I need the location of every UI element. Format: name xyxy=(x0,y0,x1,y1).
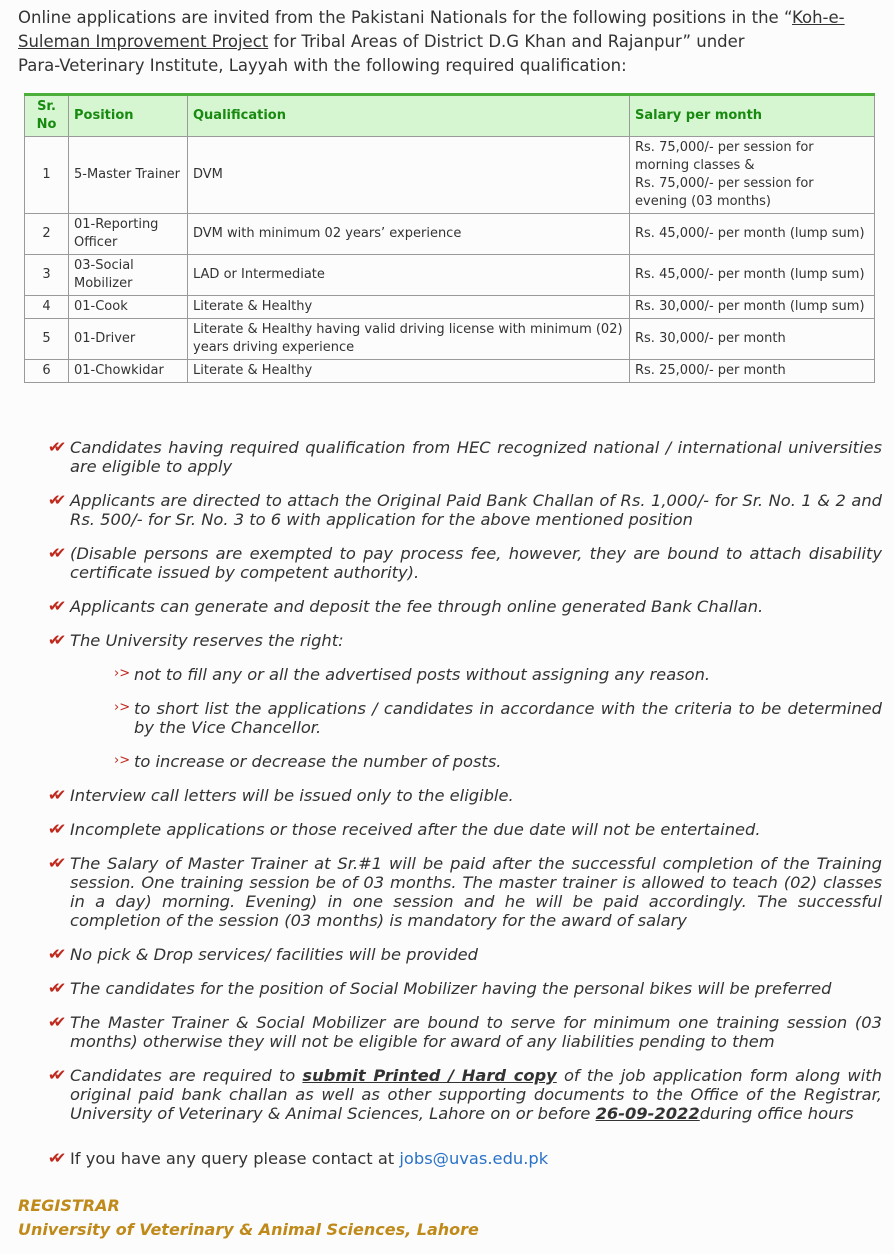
check-icon: ✔✔ xyxy=(48,544,60,562)
header-qualification: Qualification xyxy=(188,95,630,137)
contact-text: If you have any query please contact at xyxy=(70,1149,400,1168)
project-name-link: Koh-e-Suleman Improvement Project xyxy=(18,8,845,51)
salary-morning: Rs. 75,000/- per session for morning classes & xyxy=(635,140,814,173)
check-icon: ✔✔ xyxy=(48,1066,60,1084)
cell-sr: 4 xyxy=(25,296,69,319)
list-item: Interview call letters will be issued only to the eligible. xyxy=(70,786,514,805)
cell-position: 01-Chowkidar xyxy=(69,360,188,383)
sub-list-item: to short list the applications / candidates in accordance with the criteria to be determined by the Vice Chancellor. xyxy=(134,699,882,737)
cell-sr: 6 xyxy=(25,360,69,383)
cell-position: 01-Driver xyxy=(69,319,188,360)
cell-qualification: DVM xyxy=(188,137,630,214)
check-icon: ✔✔ xyxy=(48,491,60,509)
cell-qualification: Literate & Healthy xyxy=(188,360,630,383)
sub-list-item: not to fill any or all the advertised posts without assigning any reason. xyxy=(134,665,711,684)
list-item xyxy=(70,1066,882,1123)
table-row xyxy=(25,296,875,319)
list-item: The Salary of Master Trainer at Sr.#1 will be paid after the successful completion of the Training session. One training session be of 03 months. The master trainer is allowed to teach (02) classes in a day) morning. Evening) in one session and he will be paid accordingly. The successful completion of the session (03 months) is mandatory for the award of salary xyxy=(70,854,882,930)
arrow-icon: ›> xyxy=(114,700,131,715)
arrow-icon: ›> xyxy=(114,666,131,681)
cell-sr: 3 xyxy=(25,255,69,296)
cell-sr: 2 xyxy=(25,214,69,255)
cell-salary: Rs. 45,000/- per month (lump sum) xyxy=(630,255,875,296)
submission-text-3: during office hours xyxy=(699,1104,854,1123)
check-icon: ✔✔ xyxy=(48,438,60,456)
intro-paragraph xyxy=(18,6,884,78)
positions-table xyxy=(24,93,875,383)
cell-position: 5-Master Trainer xyxy=(69,137,188,214)
cell-position: 01-Cook xyxy=(69,296,188,319)
cell-salary: Rs. 25,000/- per month xyxy=(630,360,875,383)
table-row xyxy=(25,360,875,383)
table-header-row xyxy=(25,95,875,137)
list-item xyxy=(70,1149,882,1168)
list-item: (Disable persons are exempted to pay process fee, however, they are bound to attach disability certificate issued by competent authority). xyxy=(70,544,882,582)
signature-org: University of Veterinary & Animal Sciences, Lahore xyxy=(18,1220,479,1239)
cell-sr: 1 xyxy=(25,137,69,214)
check-icon: ✔✔ xyxy=(48,1013,60,1031)
arrow-icon: ›> xyxy=(114,753,131,768)
cell-position: 03-Social Mobilizer xyxy=(69,255,188,296)
intro-line-2: Para-Veterinary Institute, Layyah with the following required qualification: xyxy=(18,56,627,75)
submission-emphasis: submit Printed / Hard copy xyxy=(302,1066,557,1085)
header-salary: Salary per month xyxy=(630,95,875,137)
salary-evening: Rs. 75,000/- per session for evening (03 months) xyxy=(635,176,814,209)
check-icon: ✔✔ xyxy=(48,597,60,615)
header-srno: Sr. No xyxy=(25,95,69,137)
cell-position: 01-Reporting Officer xyxy=(69,214,188,255)
table-row xyxy=(25,319,875,360)
list-item: Applicants are directed to attach the Original Paid Bank Challan of Rs. 1,000/- for Sr. No. 1 & 2 and Rs. 500/- for Sr. No. 3 to 6 with application for the above mentioned position xyxy=(70,491,882,529)
check-icon: ✔✔ xyxy=(48,631,60,649)
table-row xyxy=(25,255,875,296)
cell-qualification: DVM with minimum 02 years’ experience xyxy=(188,214,630,255)
sub-list-item: to increase or decrease the number of posts. xyxy=(134,752,502,771)
list-item: Applicants can generate and deposit the fee through online generated Bank Challan. xyxy=(70,597,764,616)
cell-qualification: LAD or Intermediate xyxy=(188,255,630,296)
check-icon: ✔✔ xyxy=(48,945,60,963)
signature-title: REGISTRAR xyxy=(18,1196,120,1215)
list-item: No pick & Drop services/ facilities will be provided xyxy=(70,945,479,964)
check-icon: ✔✔ xyxy=(48,820,60,838)
due-date: 26-09-2022 xyxy=(595,1104,700,1123)
cell-qualification: Literate & Healthy xyxy=(188,296,630,319)
header-position: Position xyxy=(69,95,188,137)
cell-qualification: Literate & Healthy having valid driving license with minimum (02) years driving experience xyxy=(188,319,630,360)
check-icon: ✔✔ xyxy=(48,1149,60,1167)
intro-text-2: for Tribal Areas of District D.G Khan and Rajanpur” under xyxy=(268,32,745,51)
check-icon: ✔✔ xyxy=(48,854,60,872)
submission-text-2: of the job application form along with original paid bank challan as well as other supporting documents to the Office of the Registrar, University of Veterinary & Animal Sciences, Lahore on or before xyxy=(70,1066,882,1123)
check-icon: ✔✔ xyxy=(48,786,60,804)
list-item: The candidates for the position of Social Mobilizer having the personal bikes will be preferred xyxy=(70,979,832,998)
table-row xyxy=(25,214,875,255)
check-icon: ✔✔ xyxy=(48,979,60,997)
contact-email-link[interactable]: jobs@uvas.edu.pk xyxy=(399,1149,549,1168)
submission-text: Candidates are required to xyxy=(70,1066,303,1085)
list-item: Candidates having required qualification from HEC recognized national / international universities are eligible to apply xyxy=(70,438,882,476)
cell-salary xyxy=(630,137,875,214)
list-item: Incomplete applications or those received after the due date will not be entertained. xyxy=(70,820,761,839)
table-row xyxy=(25,137,875,214)
cell-salary: Rs. 30,000/- per month (lump sum) xyxy=(630,296,875,319)
intro-text: Online applications are invited from the Pakistani Nationals for the following positions in the “ xyxy=(18,8,792,27)
cell-salary: Rs. 30,000/- per month xyxy=(630,319,875,360)
list-item: The University reserves the right: xyxy=(70,631,344,650)
list-item: The Master Trainer & Social Mobilizer are bound to serve for minimum one training session (03 months) otherwise they will not be eligible for award of any liabilities pending to them xyxy=(70,1013,882,1051)
cell-sr: 5 xyxy=(25,319,69,360)
cell-salary: Rs. 45,000/- per month (lump sum) xyxy=(630,214,875,255)
